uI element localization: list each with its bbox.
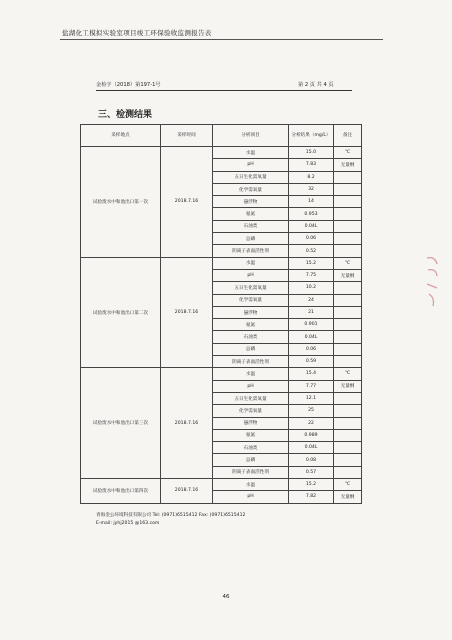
column-header: 备注 <box>334 125 362 147</box>
analysis-item: 水温 <box>213 257 289 269</box>
sampling-date: 2018.7.16 <box>161 257 213 368</box>
analysis-item: 氨氮 <box>213 208 289 220</box>
column-header: 采样时间 <box>161 125 213 147</box>
analysis-item: 阴离子表面活性剂 <box>213 466 289 478</box>
remark <box>334 405 362 417</box>
analysis-item: 氨氮 <box>213 429 289 441</box>
remark <box>334 171 362 183</box>
analysis-item: 悬浮物 <box>213 196 289 208</box>
table-row <box>81 368 362 380</box>
sampling-location: 试验废水中和池出口第三次 <box>81 368 161 479</box>
analysis-item: 石油类 <box>213 220 289 232</box>
analysis-item: 悬浮物 <box>213 417 289 429</box>
sampling-location: 试验废水中和池出口第二次 <box>81 257 161 368</box>
result-value: 15.4 <box>289 368 334 380</box>
analysis-item: 五日生化需氧量 <box>213 171 289 183</box>
result-value: 15.2 <box>289 479 334 491</box>
result-value: 8.2 <box>289 171 334 183</box>
result-value: 0.04L <box>289 442 334 454</box>
sampling-date: 2018.7.16 <box>161 368 213 479</box>
sampling-date: 2018.7.16 <box>161 479 213 504</box>
results-table <box>80 124 362 504</box>
result-value: 0.04L <box>289 331 334 343</box>
analysis-item: 五日生化需氧量 <box>213 282 289 294</box>
result-value: 0.989 <box>289 429 334 441</box>
result-value: 0.06 <box>289 343 334 355</box>
sampling-location: 试验废水中和池出口第四次 <box>81 479 161 504</box>
analysis-item: 石油类 <box>213 442 289 454</box>
result-value: 15.0 <box>289 147 334 159</box>
remark <box>334 245 362 257</box>
remark <box>334 319 362 331</box>
remark: 无量纲 <box>334 380 362 392</box>
remark <box>334 331 362 343</box>
remark <box>334 282 362 294</box>
column-header: 分析结果（mg/L） <box>289 125 334 147</box>
remark <box>334 429 362 441</box>
section-title: 三、检测结果 <box>98 110 153 120</box>
result-value: 25 <box>289 405 334 417</box>
remark <box>334 356 362 368</box>
result-value: 22 <box>289 417 334 429</box>
analysis-item: pH <box>213 269 289 281</box>
report-title: 盐湖化工模拟实验室项目竣工环保验收监测报告表 <box>62 29 212 37</box>
remark <box>334 306 362 318</box>
column-header: 采样地点 <box>81 125 161 147</box>
result-value: 0.06 <box>289 233 334 245</box>
result-value: 0.57 <box>289 466 334 478</box>
remark: 无量纲 <box>334 159 362 171</box>
column-header: 分析项目 <box>213 125 289 147</box>
remark: ℃ <box>334 257 362 269</box>
remark <box>334 196 362 208</box>
remark: ℃ <box>334 479 362 491</box>
remark <box>334 343 362 355</box>
analysis-item: pH <box>213 491 289 503</box>
footer-email: E-mail: jyhj2015 @163.com <box>96 521 160 526</box>
remark <box>334 392 362 404</box>
result-value: 0.953 <box>289 208 334 220</box>
result-value: 0.08 <box>289 454 334 466</box>
analysis-item: 化学需氧量 <box>213 294 289 306</box>
remark <box>334 220 362 232</box>
result-value: 24 <box>289 294 334 306</box>
remark: 无量纲 <box>334 269 362 281</box>
result-value: 10.2 <box>289 282 334 294</box>
analysis-item: 阴离子表面活性剂 <box>213 245 289 257</box>
analysis-item: 总磷 <box>213 343 289 355</box>
analysis-item: 五日生化需氧量 <box>213 392 289 404</box>
result-value: 32 <box>289 183 334 195</box>
remark <box>334 294 362 306</box>
analysis-item: 石油类 <box>213 331 289 343</box>
table-body <box>81 147 362 504</box>
header-rule <box>96 90 352 91</box>
table-row <box>81 479 362 491</box>
result-value: 7.82 <box>289 491 334 503</box>
sampling-date: 2018.7.16 <box>161 147 213 258</box>
remark <box>334 183 362 195</box>
remark: ℃ <box>334 147 362 159</box>
result-value: 14 <box>289 196 334 208</box>
remark <box>334 442 362 454</box>
analysis-item: pH <box>213 159 289 171</box>
footer-contact: 青海金公环境科技有限公司 Tel: (0971)6515412 Fax: (0971)6515412 <box>96 513 246 518</box>
remark <box>334 454 362 466</box>
result-value: 0.59 <box>289 356 334 368</box>
page-number: 46 <box>222 594 230 600</box>
analysis-item: 水温 <box>213 147 289 159</box>
analysis-item: 水温 <box>213 368 289 380</box>
result-value: 0.04L <box>289 220 334 232</box>
result-value: 12.1 <box>289 392 334 404</box>
remark <box>334 233 362 245</box>
remark: ℃ <box>334 368 362 380</box>
remark <box>334 466 362 478</box>
analysis-item: 阴离子表面活性剂 <box>213 356 289 368</box>
analysis-item: 化学需氧量 <box>213 405 289 417</box>
table-header <box>81 125 362 147</box>
table-row <box>81 147 362 159</box>
page-count: 第 2 页 共 4 页 <box>298 82 334 88</box>
analysis-item: 总磷 <box>213 233 289 245</box>
analysis-item: 总磷 <box>213 454 289 466</box>
table-row <box>81 257 362 269</box>
analysis-item: 氨氮 <box>213 319 289 331</box>
result-value: 15.2 <box>289 257 334 269</box>
analysis-item: pH <box>213 380 289 392</box>
result-value: 21 <box>289 306 334 318</box>
reference-number: 金检字（2018）第197-1号 <box>96 82 161 88</box>
remark: 无量纲 <box>334 491 362 503</box>
result-value: 7.83 <box>289 159 334 171</box>
remark <box>334 417 362 429</box>
result-value: 0.52 <box>289 245 334 257</box>
result-value: 7.77 <box>289 380 334 392</box>
analysis-item: 水温 <box>213 479 289 491</box>
seal-stamp-fragment <box>425 254 439 312</box>
result-value: 0.901 <box>289 319 334 331</box>
sampling-location: 试验废水中和池出口第一次 <box>81 147 161 258</box>
analysis-item: 化学需氧量 <box>213 183 289 195</box>
remark <box>334 208 362 220</box>
analysis-item: 悬浮物 <box>213 306 289 318</box>
title-rule <box>60 39 383 40</box>
result-value: 7.75 <box>289 269 334 281</box>
